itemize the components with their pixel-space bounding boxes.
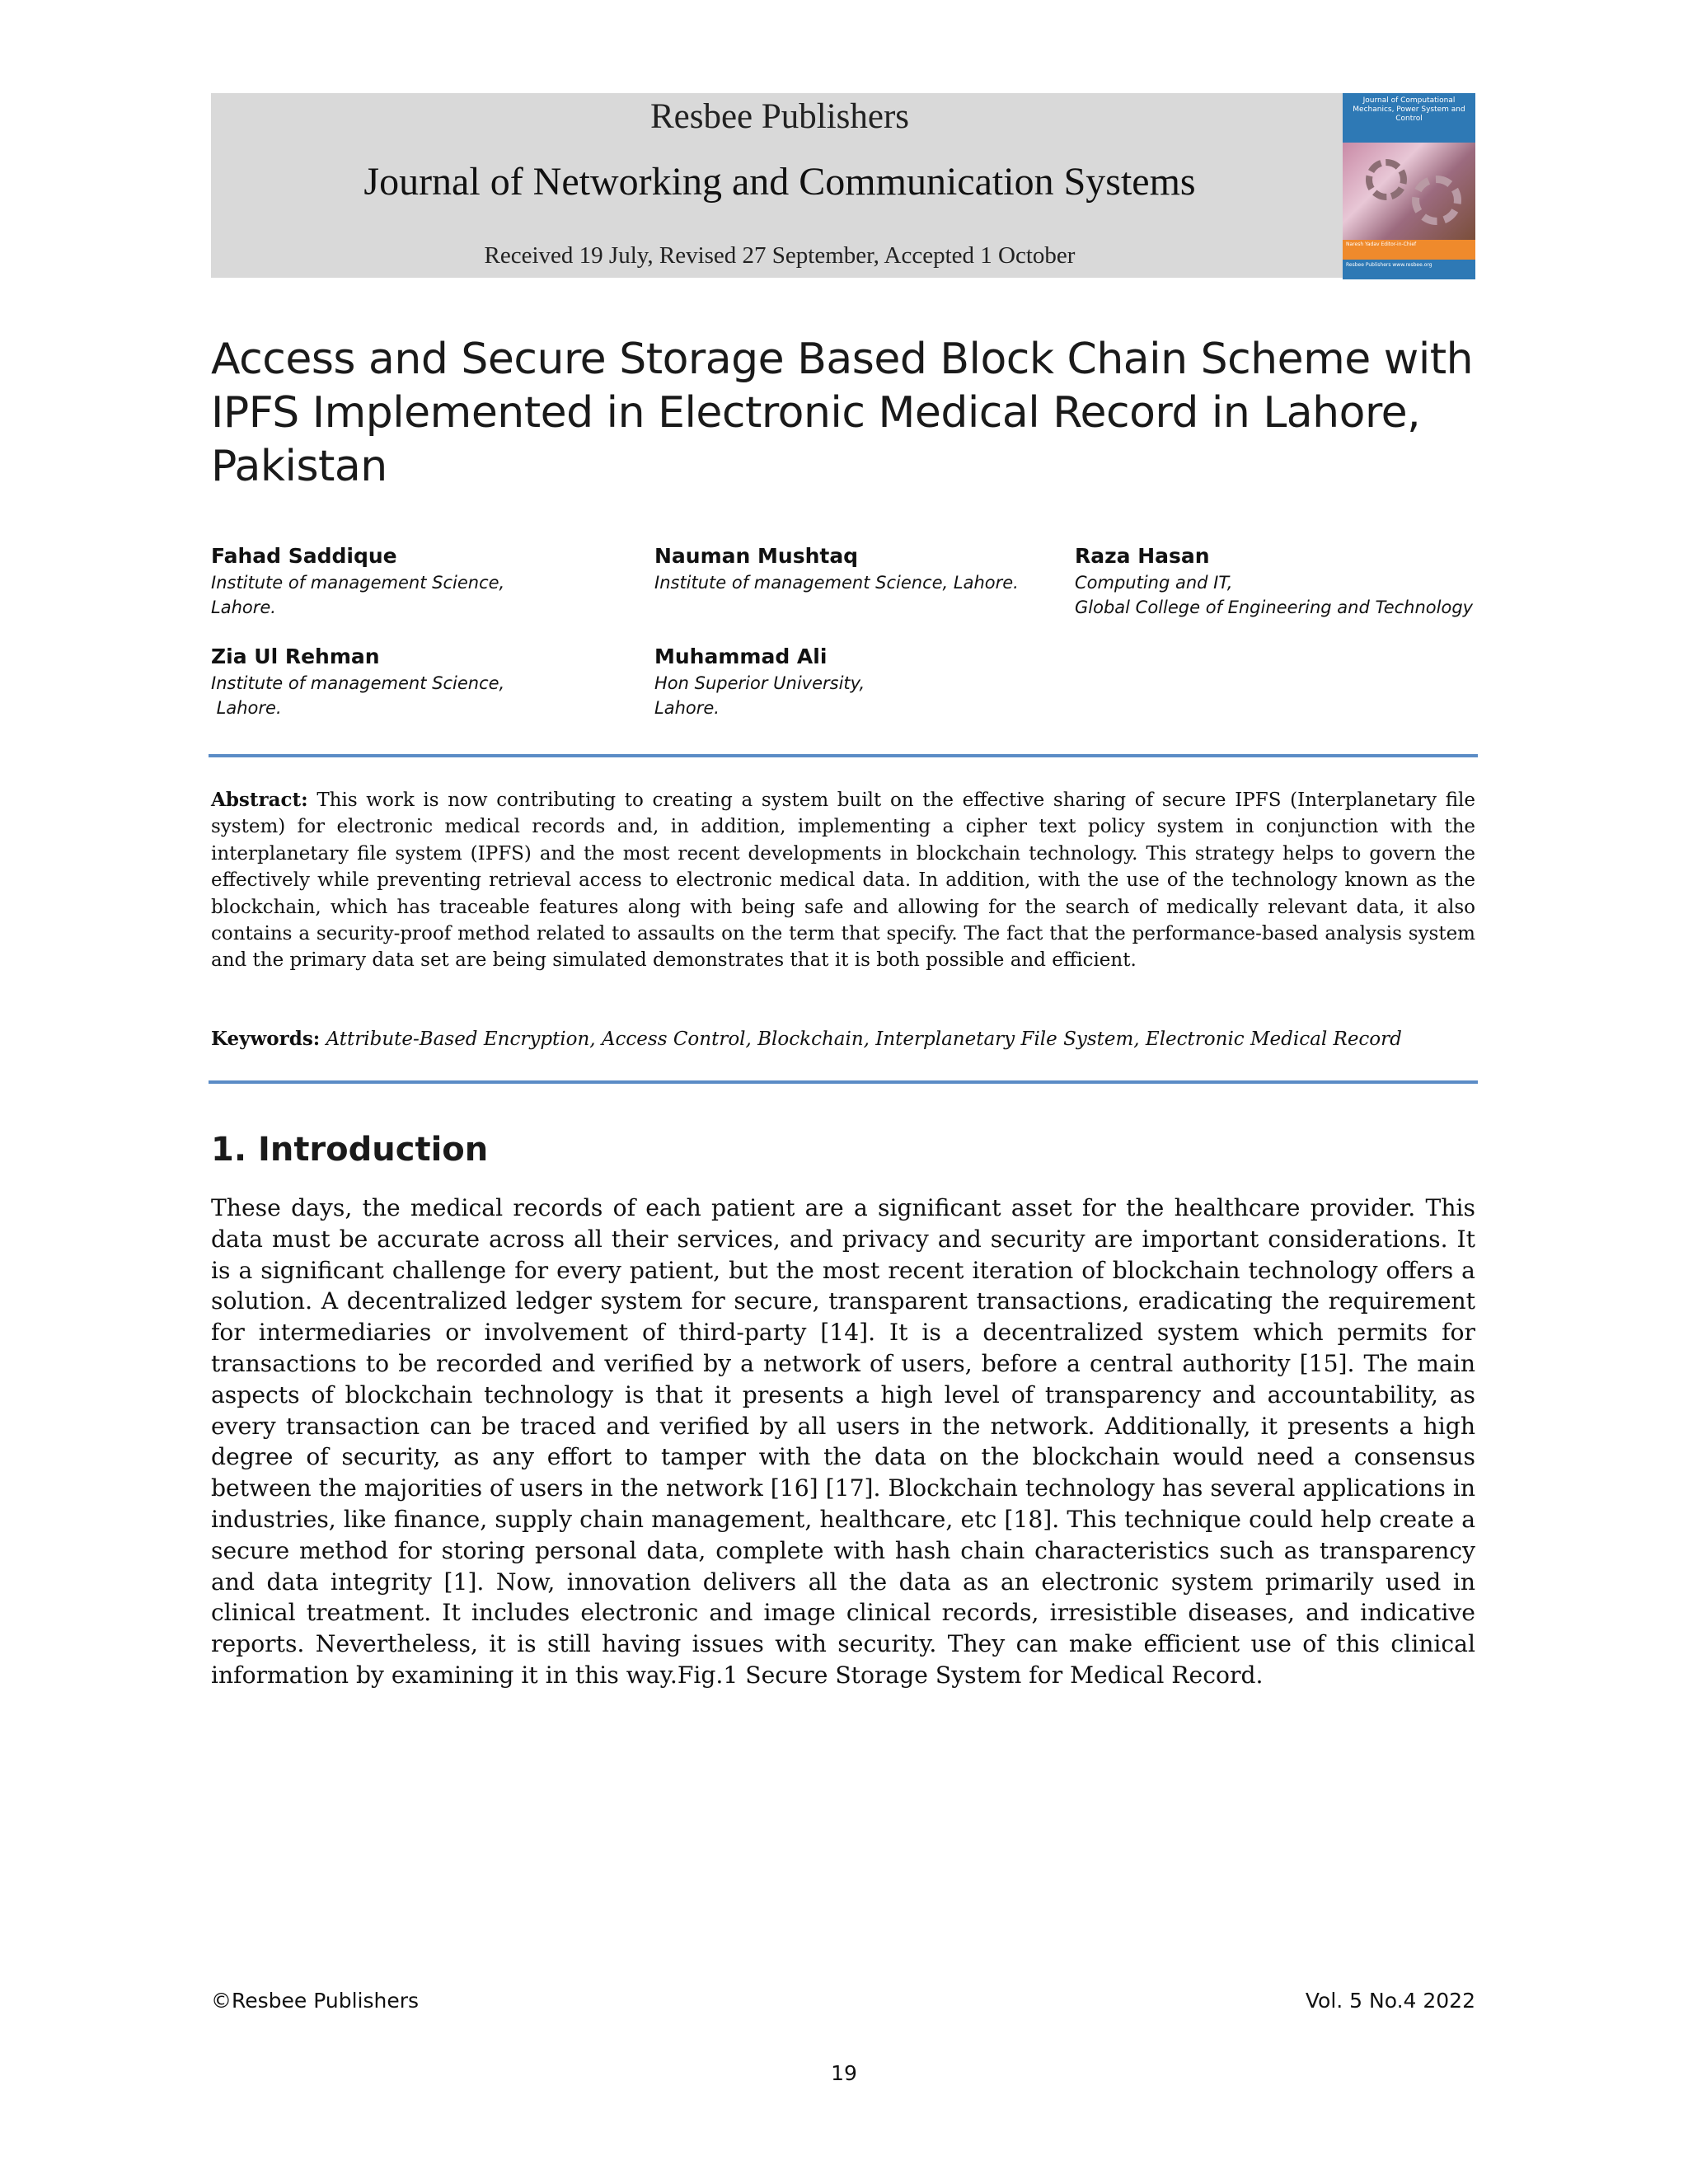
abstract [211, 787, 1475, 974]
cover-editor: Naresh Yadav Editor-in-Chief [1343, 240, 1475, 260]
section-body: These days, the medical records of each patient are a significant asset for the healthcare provider. This data must be accurate across all their services, and privacy and security are important considerations. It is a significant challenge for every patient, but the most recent iteration of blockchain technology offers a solution. A decentralized ledger system for secure, transparent transactions, eradicating the requirement for intermediaries or involvement of third-party [14]. It is a decentralized system which permits for transactions to be recorded and verified by a network of users, before a central authority [15]. The main aspects of blockchain technology is that it presents a high level of transparency and accountability, as every transaction can be traced and verified by all users in the network. Additionally, it presents a high degree of security, as any effort to tamper with the data on the blockchain would need a consensus between the majorities of users in the network [16] [17]. Blockchain technology has several applications in industries, like finance, supply chain management, healthcare, etc [18]. This technique could help create a secure method for storing personal data, complete with hash chain characteristics such as transparency and data integrity [1]. Now, innovation delivers all the data as an electronic system primarily used in clinical treatment. It includes electronic and image clinical records, irresistible diseases, and indicative reports. Nevertheless, it is still having issues with security. They can make efficient use of this clinical information by examining it in this way.Fig.1 Secure Storage System for Medical Record. [211, 1194, 1475, 1689]
author-affiliation: Lahore. [211, 598, 276, 617]
author-name: Raza Hasan [1075, 544, 1210, 568]
cover-publisher: Resbee Publishers www.resbee.org [1343, 260, 1475, 279]
gear-icon [1366, 159, 1407, 200]
author-block [654, 643, 865, 720]
keywords-text: Attribute-Based Encryption, Access Control, Blockchain, Interplanetary File System, Electronic Medical Record [326, 1029, 1402, 1050]
divider [209, 754, 1478, 757]
author-name: Nauman Mushtaq [654, 544, 859, 568]
author-name: Zia Ul Rehman [211, 644, 380, 668]
author-block [211, 542, 504, 620]
footer-volume: Vol. 5 No.4 2022 [1305, 1989, 1475, 2013]
author-name: Fahad Saddique [211, 544, 397, 568]
footer-copyright: ©Resbee Publishers [211, 1989, 420, 2013]
paper-title: Access and Secure Storage Based Block Chain Scheme with IPFS Implemented in Electronic Medical Record in Lahore, Pakistan [211, 335, 1474, 491]
publisher-name: Resbee Publishers [649, 97, 910, 136]
keywords-label: Keywords: [211, 1028, 321, 1050]
author-affiliation: Computing and IT, [1075, 573, 1233, 593]
divider [209, 1080, 1478, 1084]
journal-cover-image [1343, 93, 1475, 279]
author-affiliation: Institute of management Science, Lahore. [654, 573, 1019, 593]
author-affiliation: Institute of management Science, [211, 573, 505, 593]
author-affiliation: Lahore. [654, 698, 720, 718]
author-affiliation: Global College of Engineering and Technology [1075, 598, 1474, 617]
author-affiliation: Lahore. [211, 698, 282, 718]
journal-name: Journal of Networking and Communication Systems [363, 160, 1196, 204]
section-heading: 1. Introduction [211, 1131, 489, 1169]
abstract-label: Abstract: [211, 789, 308, 811]
received-dates: Received 19 July, Revised 27 September, Accepted 1 October [484, 242, 1076, 269]
abstract-text: This work is now contributing to creating a system built on the effective sharing of secure IPFS (Interplanetary file system) for electronic medical records and, in addition, implementing a cipher text policy system in conjunction with the interplanetary file system (IPFS) and the most recent developments in blockchain technology. This strategy helps to govern the effectively while preventing retrieval access to electronic medical data. In addition, with the use of the technology known as the blockchain, which has traceable features along with being safe and allowing for the search of medically relevant data, it also contains a security-proof method related to assaults on the term that specify. The fact that the performance-based analysis system and the primary data set are being simulated demonstrates that it is both possible and efficient. [211, 790, 1476, 972]
author-name: Muhammad Ali [654, 644, 828, 668]
keywords [211, 1026, 1480, 1052]
author-block [654, 542, 1019, 595]
author-block [211, 643, 504, 720]
author-affiliation: Hon Superior University, [654, 673, 865, 693]
cover-title: Journal of Computational Mechanics, Power System and Control [1343, 93, 1475, 143]
page-number: 19 [831, 2061, 857, 2085]
author-affiliation: Institute of management Science, [211, 673, 505, 693]
author-block [1075, 542, 1473, 620]
gear-icon [1412, 176, 1461, 225]
journal-header [211, 93, 1475, 278]
